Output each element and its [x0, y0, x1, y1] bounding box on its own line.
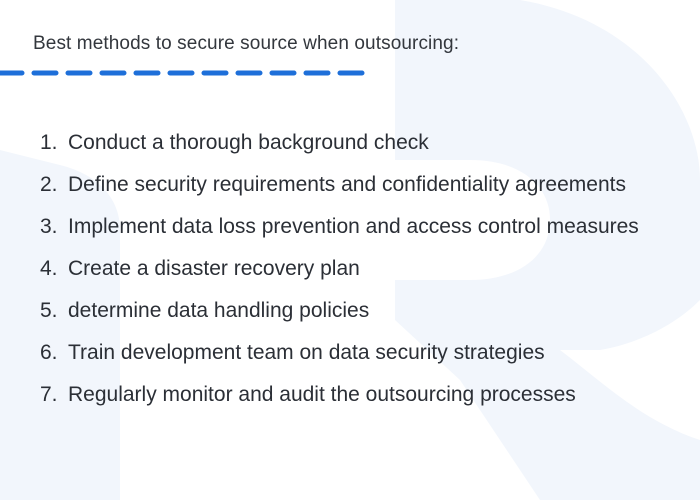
list-item-number: 1. [40, 131, 58, 154]
list-item [40, 337, 680, 368]
list-item-number: 6. [40, 341, 58, 364]
list-item [40, 253, 680, 284]
list-item-text: Train development team on data security strategies [68, 341, 545, 364]
list-item-text: Define security requirements and confidentiality agreements [68, 173, 626, 196]
methods-list [40, 127, 680, 421]
list-item-number: 7. [40, 383, 58, 406]
list-item [40, 379, 680, 410]
list-item-text: Regularly monitor and audit the outsourcing processes [68, 383, 576, 406]
list-item [40, 127, 680, 158]
list-item-number: 5. [40, 299, 58, 322]
list-item-number: 3. [40, 215, 58, 238]
list-item [40, 295, 680, 326]
list-item [40, 169, 680, 200]
list-item-text: Conduct a thorough background check [68, 131, 429, 154]
dashed-divider [0, 70, 372, 76]
list-item-text: Create a disaster recovery plan [68, 257, 360, 280]
list-item-number: 4. [40, 257, 58, 280]
list-item-text: determine data handling policies [68, 299, 370, 322]
page-title: Best methods to secure source when outsourcing: [33, 33, 460, 54]
list-item-text: Implement data loss prevention and access control measures [68, 215, 639, 238]
list-item-number: 2. [40, 173, 58, 196]
list-item [40, 211, 680, 242]
